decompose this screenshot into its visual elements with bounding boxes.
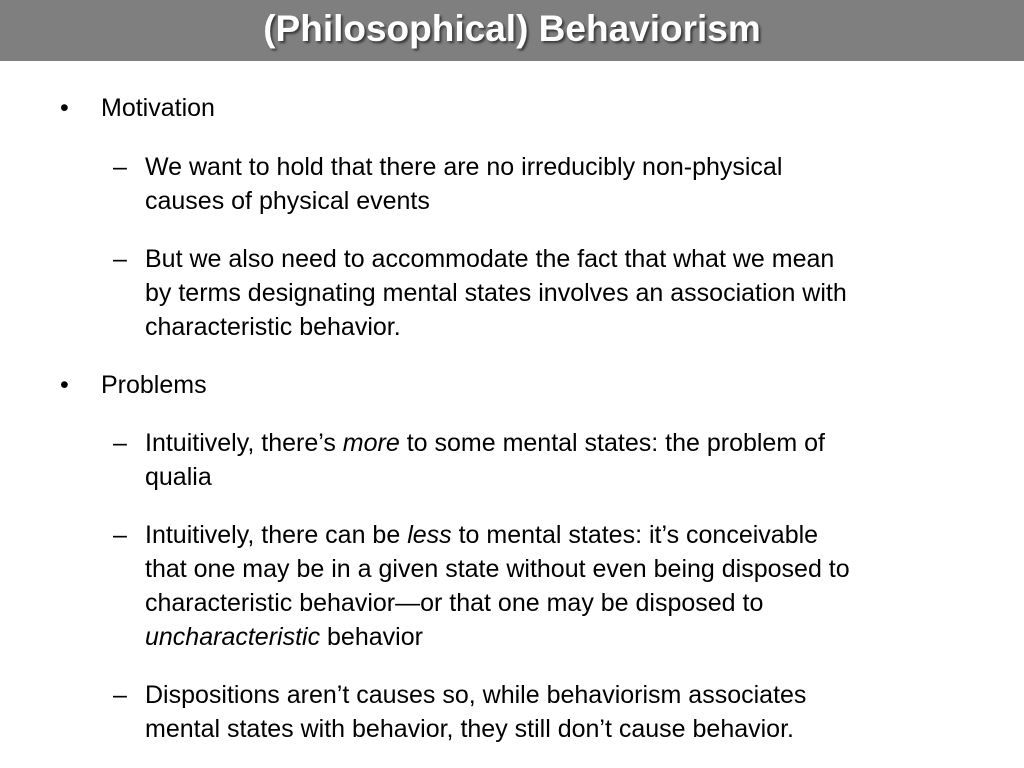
dash-marker: – — [113, 521, 127, 549]
text-line: that one may be in a given state without even being disposed to — [145, 555, 850, 583]
emphasis-text: uncharacteristic — [145, 623, 321, 651]
dash-marker: – — [113, 245, 127, 273]
text-line: causes of physical events — [145, 187, 430, 215]
text-line: qualia — [145, 463, 212, 491]
text-line — [145, 426, 965, 460]
text-fragment: behavior — [320, 623, 423, 651]
text-line — [145, 518, 965, 552]
bullet-marker: • — [60, 371, 69, 399]
bullet-marker: • — [60, 94, 69, 122]
text-fragment: Intuitively, there’s — [145, 429, 343, 457]
emphasis-text: less — [407, 521, 452, 549]
text-line: characteristic behavior—or that one may be disposed to — [145, 589, 764, 617]
text-fragment: Intuitively, there can be — [145, 521, 408, 549]
text-line: by terms designating mental states involves an association with — [145, 279, 847, 307]
text-line — [145, 620, 965, 654]
text-line: Dispositions aren’t causes so, while behaviorism associates — [145, 681, 807, 709]
text-line: But we also need to accommodate the fact that what we mean — [145, 245, 835, 273]
dash-marker: – — [113, 681, 127, 709]
text-line: mental states with behavior, they still don’t cause behavior. — [145, 715, 794, 743]
bullet-heading: Motivation — [101, 94, 215, 122]
emphasis-text: more — [342, 429, 400, 457]
slide-title: (Philosophical) Behaviorism — [263, 7, 761, 49]
text-line: We want to hold that there are no irreducibly non-physical — [145, 153, 783, 181]
title-bar — [0, 0, 1024, 61]
text-fragment: to mental states: it’s conceivable — [451, 521, 819, 549]
text-fragment: to some mental states: the problem of — [399, 429, 825, 457]
dash-marker: – — [113, 153, 127, 181]
text-line: characteristic behavior. — [145, 313, 401, 341]
dash-marker: – — [113, 429, 127, 457]
bullet-heading: Problems — [101, 371, 207, 399]
